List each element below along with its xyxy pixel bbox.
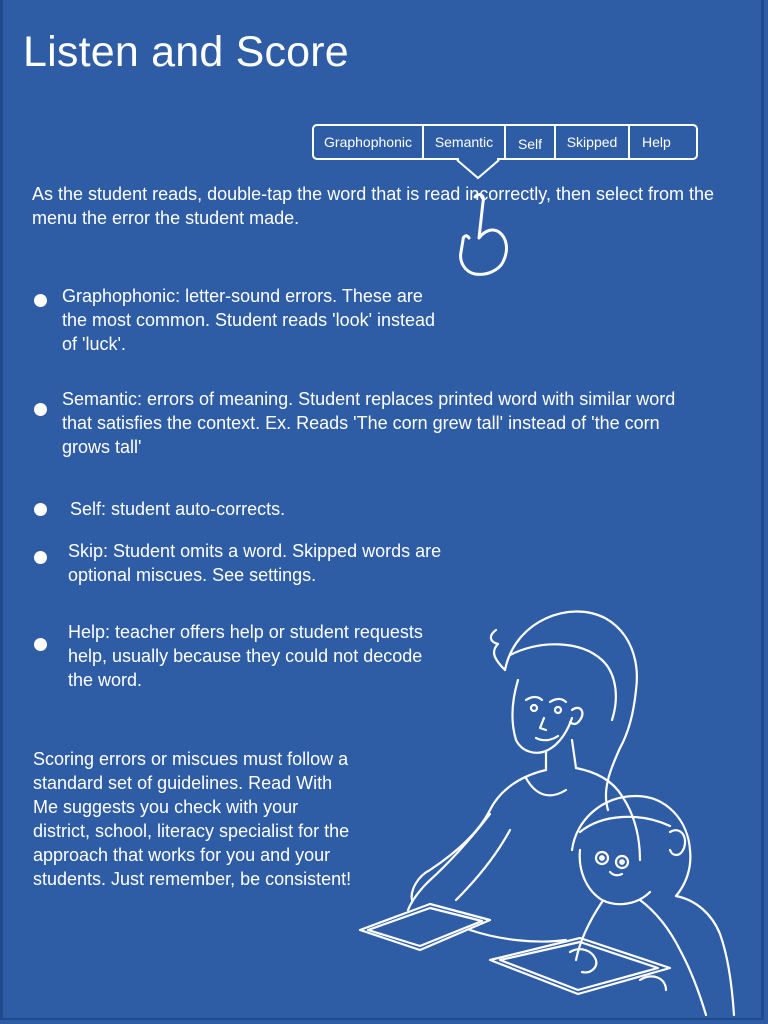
- menu-item-graphophonic[interactable]: Graphophonic: [314, 126, 424, 158]
- scoring-guidelines-note: Scoring errors or miscues must follow a standard set of guidelines. Read With Me suggests you check with your district, school, literacy specialist for the approach that works for you and your students. Just remember, be consistent!: [33, 749, 352, 889]
- menu-pointer-arrow: [455, 158, 501, 182]
- bullet-dot: [34, 403, 47, 416]
- bullet-dot: [34, 294, 47, 307]
- error-type-help: Help: teacher offers help or student requests help, usually because they could not decode the word.: [68, 622, 423, 690]
- bullet-dot: [34, 503, 47, 516]
- teacher-and-student-illustration: [340, 600, 760, 1020]
- menu-item-self[interactable]: Self: [506, 126, 556, 158]
- error-type-graphophonic: Graphophonic: letter-sound errors. These are the most common. Student reads 'look' instead of 'luck'.: [62, 286, 436, 354]
- error-type-skip: Skip: Student omits a word. Skipped words are optional miscues. See settings.: [68, 541, 442, 585]
- error-type-self: Self: student auto-corrects.: [70, 499, 286, 519]
- instructions-intro: As the student reads, double-tap the word that is read incorrectly, then select from the menu the error the student made.: [32, 184, 715, 228]
- error-type-semantic: Semantic: errors of meaning. Student replaces printed word with similar word that satisfies the context. Ex. Reads 'The corn grew tall' instead of 'the corn grows tall': [62, 389, 676, 457]
- bullet-dot: [34, 638, 47, 651]
- hand-pointer-icon: [455, 192, 515, 282]
- menu-item-skipped[interactable]: Skipped: [556, 126, 630, 158]
- menu-item-semantic[interactable]: Semantic: [424, 126, 506, 158]
- menu-item-help[interactable]: Help: [642, 134, 671, 150]
- page-title: Listen and Score: [23, 28, 349, 76]
- error-type-menu: [312, 124, 698, 160]
- bullet-dot: [34, 551, 47, 564]
